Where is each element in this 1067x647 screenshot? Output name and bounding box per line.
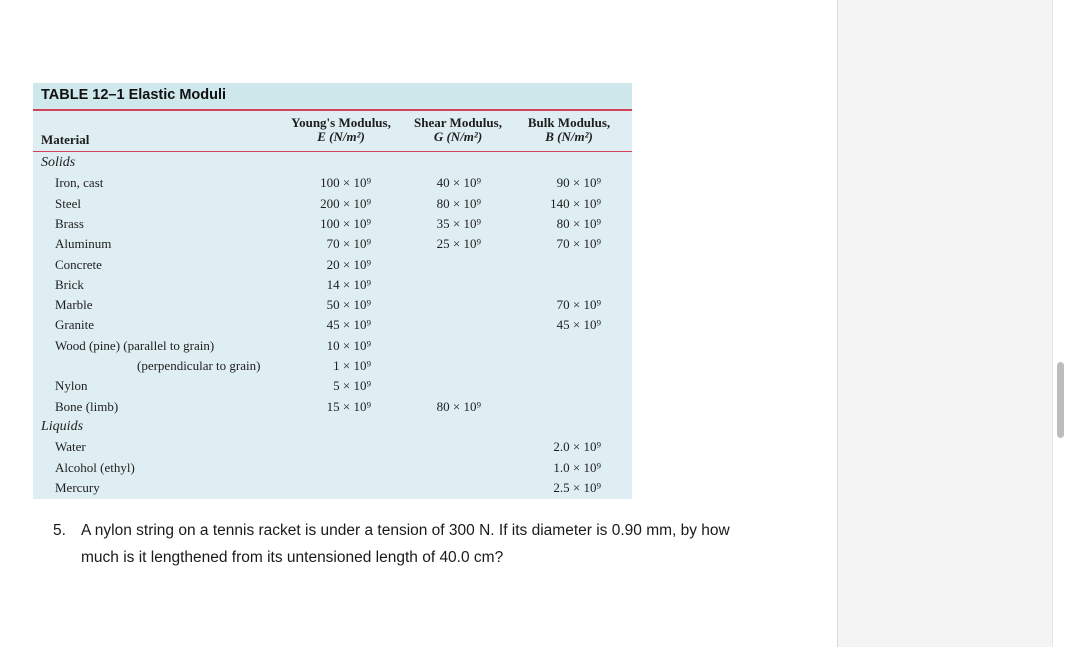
header-bulk-modulus — [519, 116, 619, 144]
material-cell: Wood (pine) (parallel to grain) — [55, 337, 215, 353]
table-title-bar — [33, 83, 632, 109]
section-label: Liquids — [41, 418, 84, 434]
header-bottom-rule — [33, 151, 632, 152]
material-cell: Bone (limb) — [55, 398, 119, 414]
bulk-modulus-cell: 70 × 10⁹ — [556, 297, 601, 313]
material-cell: Water — [55, 439, 86, 455]
question-number: 5. — [53, 522, 66, 539]
material-cell: (perpendicular to grain) — [137, 358, 261, 373]
bulk-modulus-cell: 2.5 × 10⁹ — [553, 479, 601, 495]
header-youngs-line1: Young's Modulus, — [291, 115, 391, 130]
shear-modulus-cell: 35 × 10⁹ — [436, 215, 481, 231]
youngs-modulus-cell: 70 × 10⁹ — [326, 236, 371, 252]
youngs-modulus-cell: 200 × 10⁹ — [320, 195, 371, 211]
header-youngs-modulus — [281, 116, 401, 144]
section-label: Solids — [41, 155, 76, 170]
youngs-modulus-cell: 100 × 10⁹ — [320, 175, 371, 191]
question-text: A nylon string on a tennis racket is under a tension of 300 N. If its diameter is 0.90 mm, by how much is it lengthened from its untensioned length of 40.0 cm? — [81, 522, 730, 566]
material-cell: Alcohol (ethyl) — [55, 459, 135, 475]
youngs-modulus-cell: 1 × 10⁹ — [333, 358, 371, 373]
bulk-modulus-cell: 45 × 10⁹ — [556, 317, 601, 333]
youngs-modulus-cell: 45 × 10⁹ — [326, 317, 371, 333]
side-panel — [837, 0, 1053, 647]
bulk-modulus-cell: 1.0 × 10⁹ — [553, 459, 601, 475]
elastic-moduli-table — [33, 83, 632, 499]
material-cell: Nylon — [55, 378, 88, 394]
scrollbar-thumb[interactable] — [1057, 362, 1064, 438]
material-cell: Iron, cast — [55, 175, 104, 191]
material-cell: Mercury — [55, 479, 100, 495]
table-title: TABLE 12–1 Elastic Moduli — [41, 87, 227, 103]
header-material: Material — [41, 132, 90, 147]
youngs-modulus-cell: 100 × 10⁹ — [320, 215, 371, 231]
vertical-scrollbar[interactable] — [1052, 0, 1067, 647]
shear-modulus-cell: 80 × 10⁹ — [436, 195, 481, 211]
youngs-modulus-cell: 10 × 10⁹ — [326, 337, 371, 353]
header-shear-modulus — [405, 116, 511, 144]
shear-modulus-cell: 40 × 10⁹ — [436, 175, 481, 191]
youngs-modulus-cell: 14 × 10⁹ — [326, 276, 371, 292]
header-shear-line1: Shear Modulus, — [414, 115, 502, 130]
material-cell: Marble — [55, 297, 93, 313]
bulk-modulus-cell: 2.0 × 10⁹ — [553, 439, 601, 455]
shear-modulus-cell: 80 × 10⁹ — [436, 398, 481, 414]
bulk-modulus-cell: 90 × 10⁹ — [556, 175, 601, 191]
header-top-rule — [33, 109, 632, 111]
bulk-modulus-cell: 80 × 10⁹ — [556, 215, 601, 231]
material-cell: Steel — [55, 195, 81, 211]
header-bulk-line1: Bulk Modulus, — [527, 115, 611, 130]
material-cell: Granite — [55, 317, 94, 333]
shear-modulus-cell: 25 × 10⁹ — [436, 236, 481, 252]
youngs-modulus-cell: 5 × 10⁹ — [333, 378, 371, 394]
header-youngs-line2: E (N/m²) — [317, 129, 365, 144]
material-cell: Aluminum — [55, 236, 112, 252]
header-bulk-line2: B (N/m²) — [545, 129, 593, 144]
bulk-modulus-cell: 70 × 10⁹ — [556, 236, 601, 252]
bulk-modulus-cell: 140 × 10⁹ — [550, 195, 601, 211]
header-shear-line2: G (N/m²) — [433, 129, 483, 144]
material-cell: Concrete — [55, 256, 102, 272]
youngs-modulus-cell: 15 × 10⁹ — [326, 398, 371, 414]
youngs-modulus-cell: 50 × 10⁹ — [326, 297, 371, 313]
youngs-modulus-cell: 20 × 10⁹ — [326, 256, 371, 272]
material-cell: Brass — [55, 215, 84, 231]
material-cell: Brick — [55, 276, 84, 292]
